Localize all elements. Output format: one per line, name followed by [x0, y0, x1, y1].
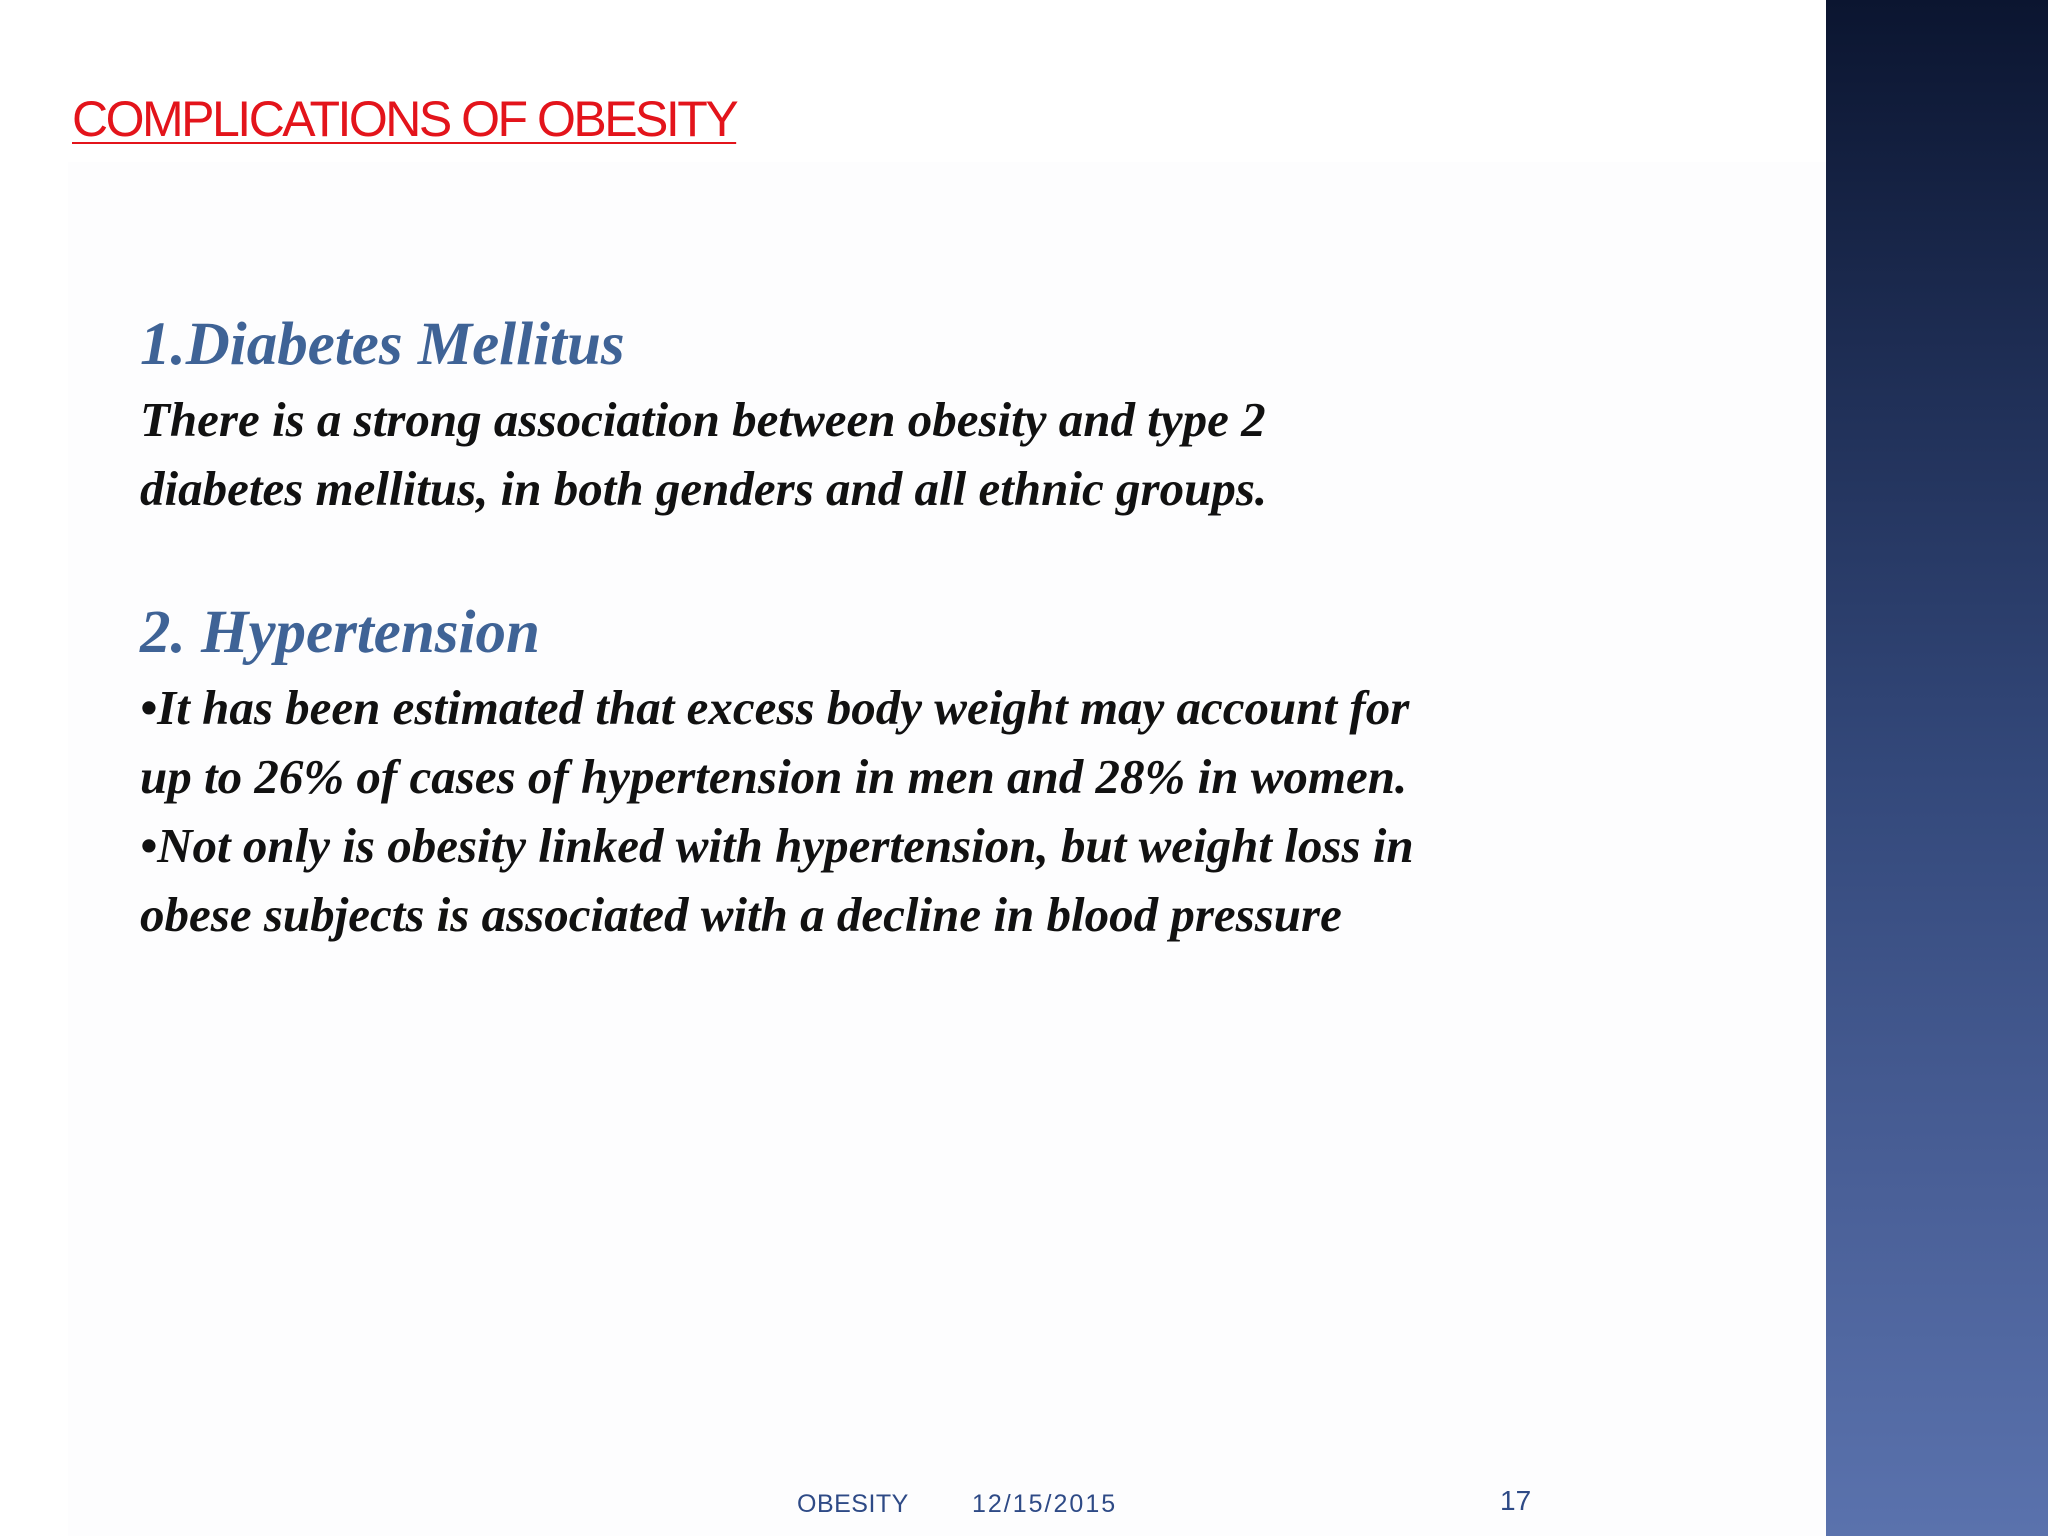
decorative-side-band	[1826, 0, 2048, 1536]
body-line: •Not only is obesity linked with hypertension, but weight loss in	[140, 818, 1414, 873]
slide-title: COMPLICATIONS OF OBESITY	[72, 91, 737, 147]
section-hypertension	[140, 593, 1780, 949]
section-diabetes	[140, 305, 1780, 523]
slide-body	[140, 305, 1780, 949]
footer-topic: OBESITY	[797, 1490, 909, 1518]
footer-page-number: 17	[1500, 1485, 1532, 1516]
body-line: up to 26% of cases of hypertension in men and 28% in women.	[140, 749, 1408, 804]
body-line: diabetes mellitus, in both genders and all ethnic groups.	[140, 461, 1268, 516]
section-heading: 2. Hypertension	[140, 599, 540, 666]
body-line: obese subjects is associated with a decline in blood pressure	[140, 887, 1342, 942]
footer-date: 12/15/2015	[972, 1490, 1118, 1518]
body-line: There is a strong association between obesity and type 2	[140, 392, 1266, 447]
body-line: •It has been estimated that excess body weight may account for	[140, 680, 1410, 735]
section-heading: 1.Diabetes Mellitus	[140, 311, 625, 378]
section-spacer	[140, 523, 1780, 593]
